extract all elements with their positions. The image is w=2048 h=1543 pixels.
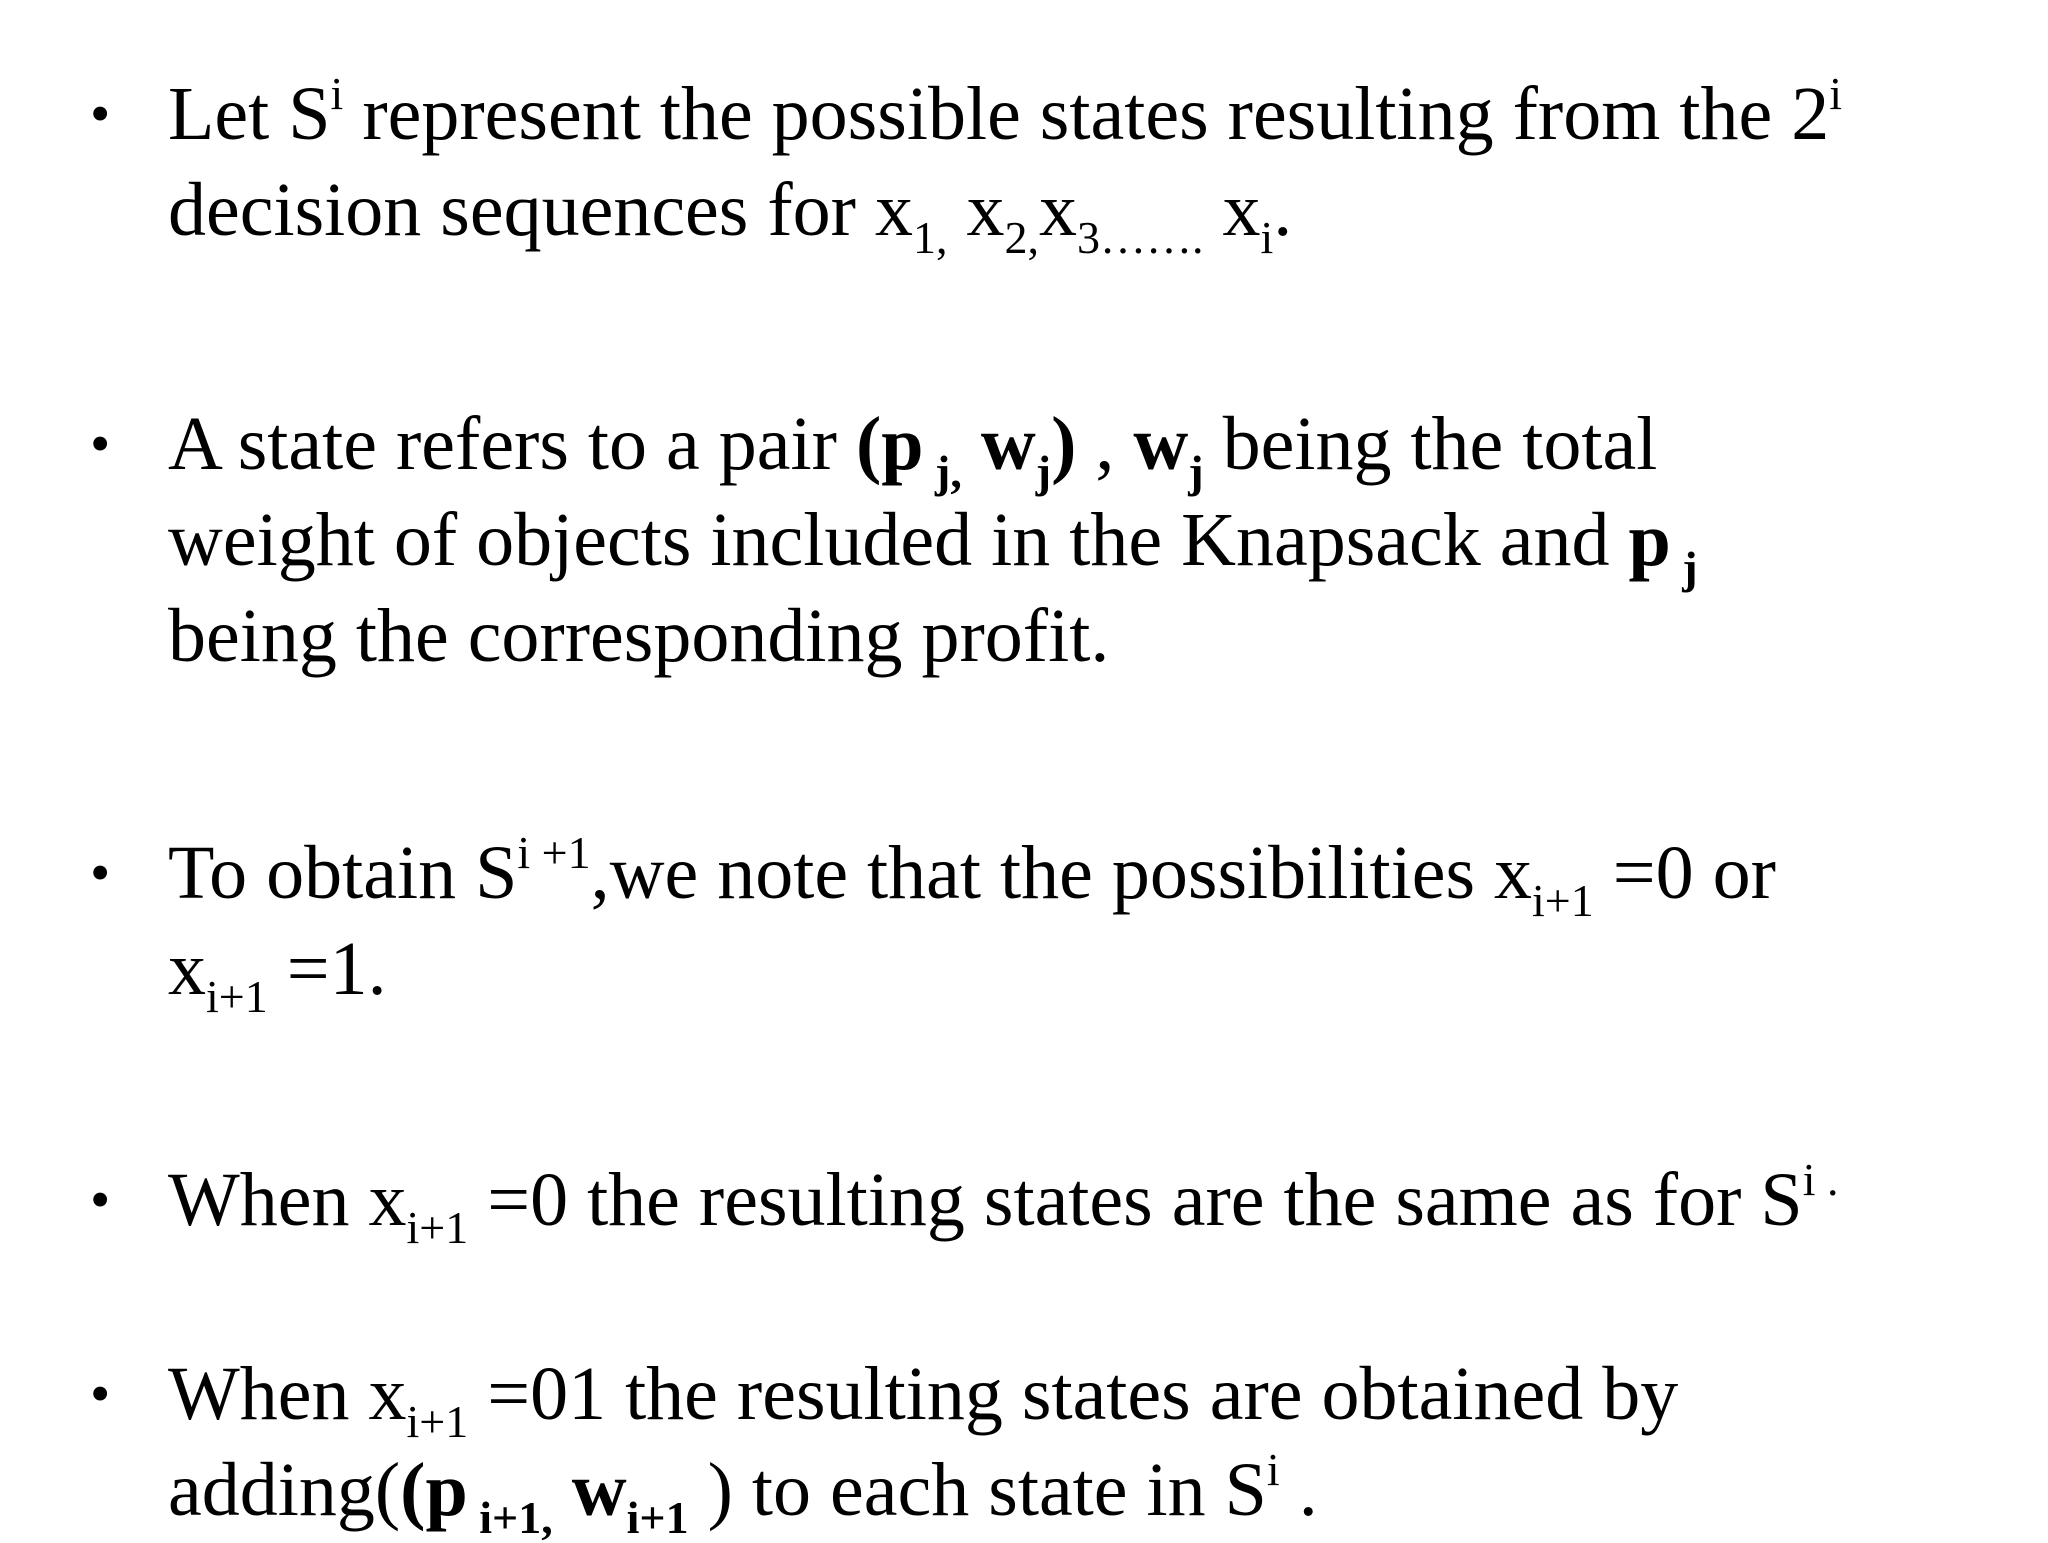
text-run: (p (855, 402, 924, 486)
bullet-dot: • (90, 81, 111, 146)
subscript: j (1670, 542, 1698, 593)
superscript: i (1829, 68, 1842, 119)
text-run: =0 the resulting states are the same as for S (468, 1158, 1803, 1242)
text-run: weight of objects included in the Knapsack and (168, 498, 1629, 582)
bullet-line (168, 162, 1998, 263)
text-run: x (168, 927, 206, 1011)
text-run: . (1279, 1448, 1318, 1532)
text-run: ) to each state in S (688, 1448, 1267, 1532)
subscript: i+1 (206, 971, 268, 1022)
superscript: i (330, 68, 344, 119)
subscript: i+1, (467, 1492, 553, 1543)
subscript: i+1 (626, 1492, 689, 1543)
bullet-line (168, 66, 1998, 162)
text-run: When x (168, 1352, 407, 1436)
text-run: =01 the resulting states are obtained by (468, 1352, 1679, 1436)
bullet-text (168, 1346, 1998, 1543)
bullet-line (168, 492, 1998, 593)
subscript: i+1 (406, 1202, 469, 1253)
bullet-text (168, 66, 1998, 263)
subscript: i (1260, 212, 1274, 263)
text-run: (p (400, 1448, 468, 1532)
bullet-line (168, 825, 1998, 926)
superscript: i +1 (517, 827, 591, 878)
text-run: =1. (267, 927, 387, 1011)
text-run: =0 or (1593, 831, 1776, 915)
subscript: j (1188, 446, 1204, 497)
bullet-text (168, 396, 1998, 684)
text-run: represent the possible states resulting from the 2 (343, 72, 1830, 156)
text-run: adding( (168, 1448, 401, 1532)
text-run: . (1273, 168, 1293, 252)
text-run: p (1628, 498, 1671, 582)
bullet-line (168, 588, 1998, 684)
text-run: Let S (168, 72, 331, 156)
subscript: 2, (1004, 212, 1039, 263)
bullet-dot: • (90, 1167, 111, 1232)
bullet-dot: • (90, 1361, 111, 1426)
text-run: w (961, 402, 1036, 486)
text-run: x (1038, 168, 1077, 252)
bullet-line (168, 921, 1998, 1022)
bullet-line (168, 1152, 1998, 1253)
subscript: j, (923, 446, 962, 497)
text-run: w (552, 1448, 627, 1532)
text-run: x (947, 168, 1005, 252)
bullet-line (168, 1442, 1998, 1543)
subscript: i+1 (406, 1396, 469, 1447)
text-run: ) (1051, 402, 1077, 486)
subscript: i+1 (1532, 875, 1594, 926)
subscript: 1, (912, 212, 948, 263)
text-run: ,we note that the possibilities x (590, 831, 1533, 915)
text-run: being the total (1203, 402, 1658, 486)
bullet-line (168, 396, 1998, 497)
text-run: w (1133, 402, 1189, 486)
text-run: When x (168, 1158, 407, 1242)
text-run: To obtain S (168, 831, 518, 915)
subscript: j (1035, 446, 1052, 497)
subscript: 3……. (1076, 212, 1204, 263)
text-run: x (1203, 168, 1261, 252)
text-run: A state refers to a pair (168, 402, 856, 486)
text-run: , (1076, 402, 1134, 486)
bullet-text (168, 825, 1998, 1022)
superscript: i (1266, 1444, 1280, 1495)
superscript: i . (1802, 1154, 1839, 1205)
bullet-line (168, 1346, 1998, 1447)
bullet-dot: • (90, 840, 111, 905)
bullet-dot: • (90, 411, 111, 476)
text-run: decision sequences for x (168, 168, 913, 252)
text-run: being the corresponding profit. (168, 594, 1110, 678)
bullet-text (168, 1152, 1998, 1253)
